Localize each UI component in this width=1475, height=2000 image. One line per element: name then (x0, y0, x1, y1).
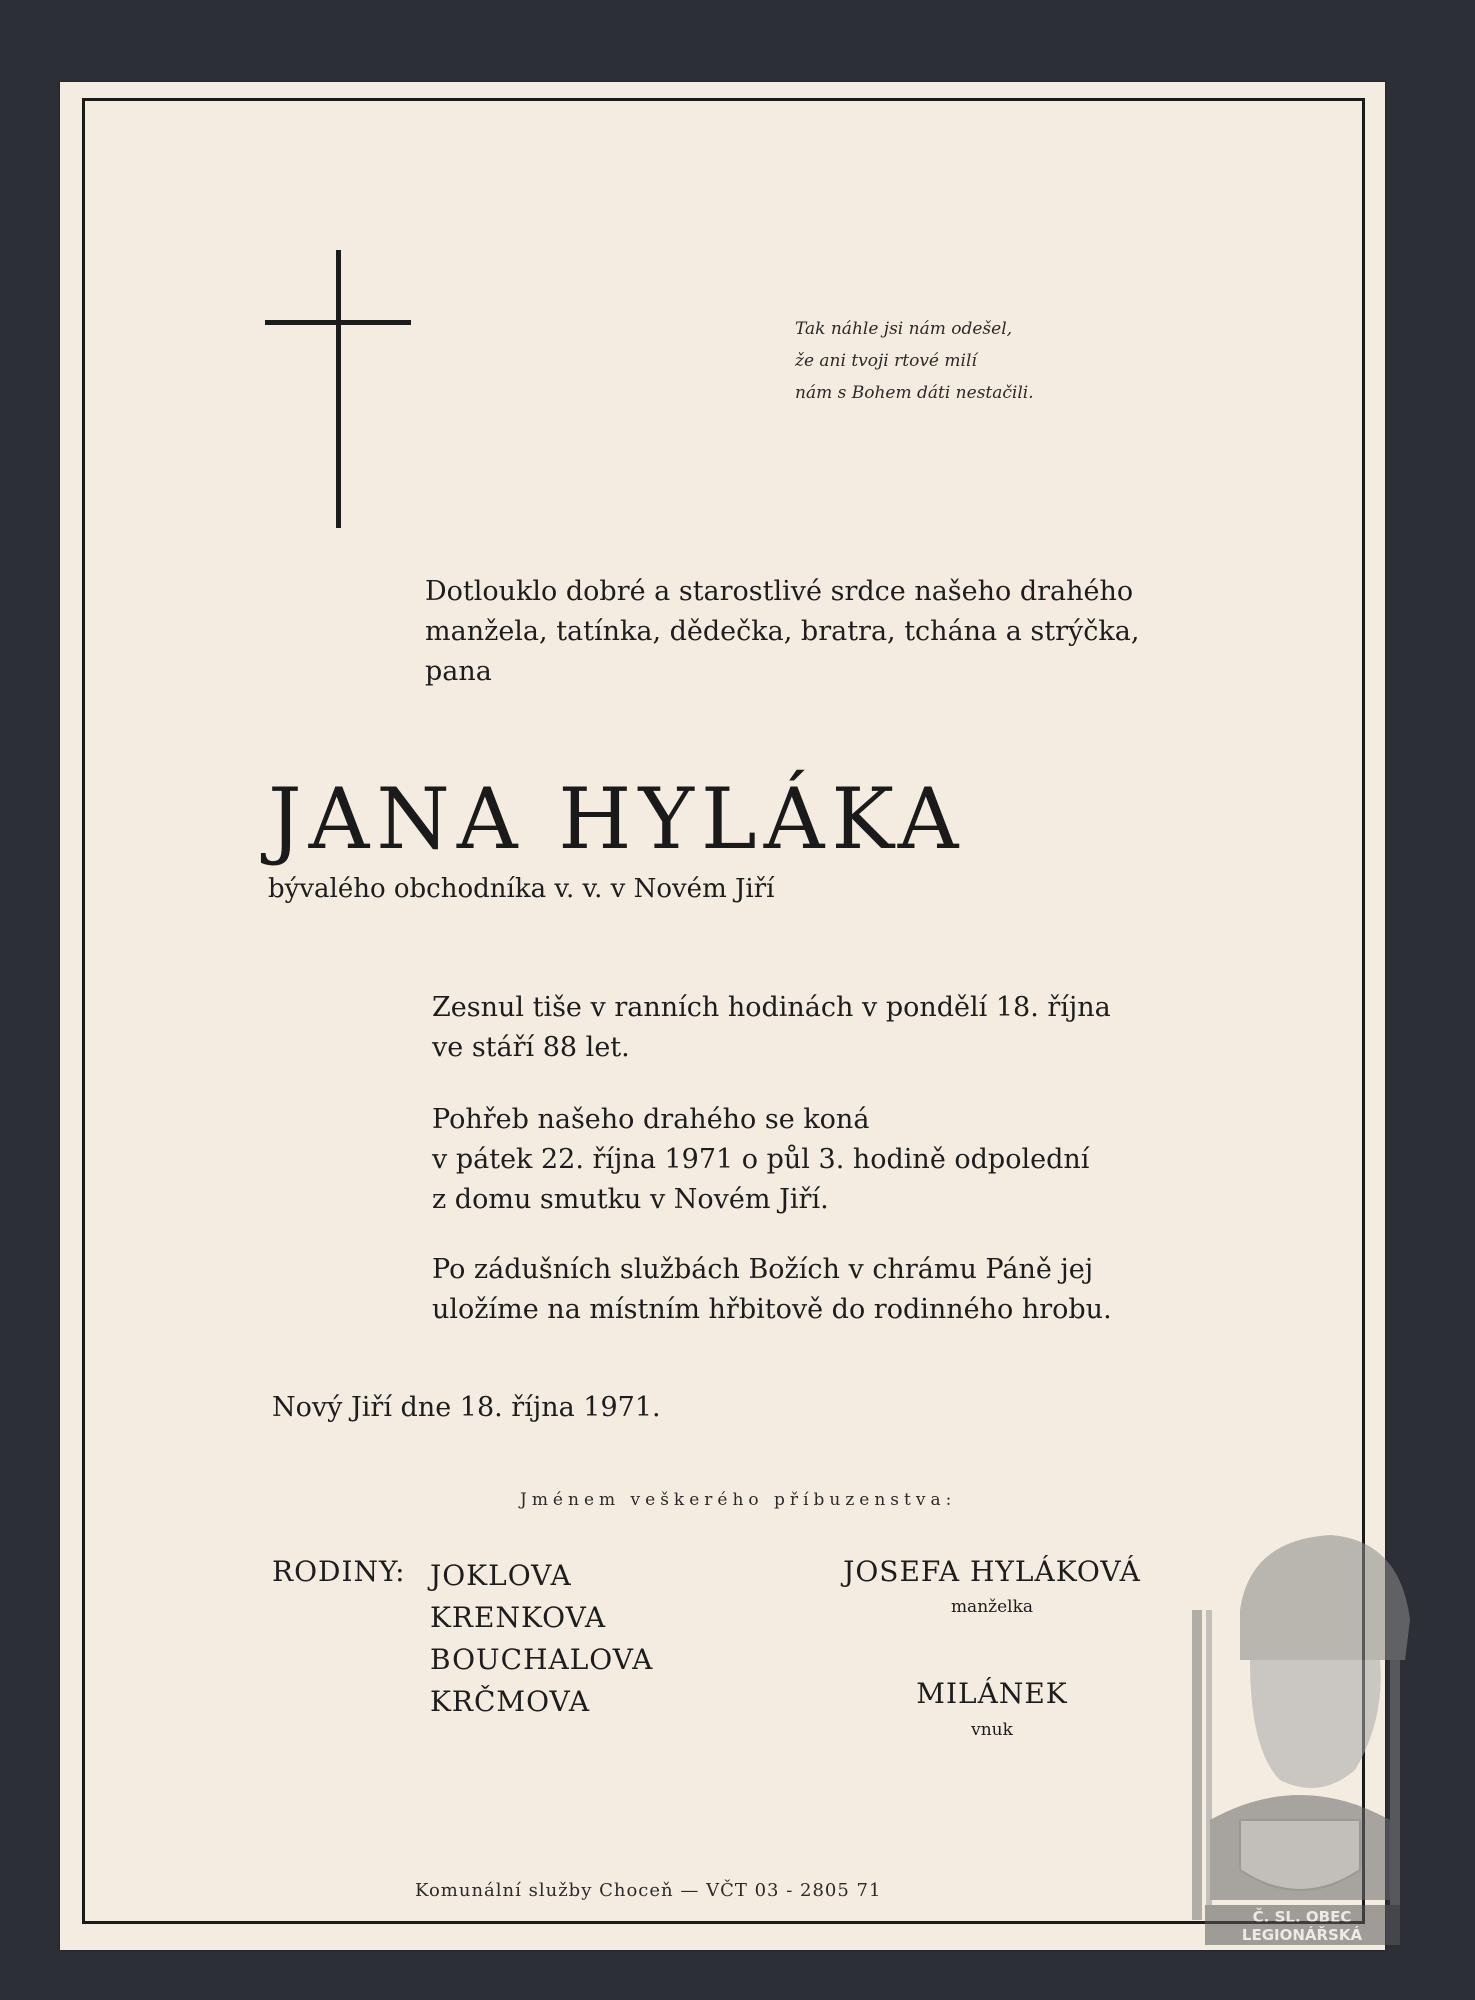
intro-line: manžela, tatínka, dědečka, bratra, tchána a strýčka, (425, 616, 1140, 647)
emblem-fasces-left (1192, 1610, 1202, 1920)
families-list (430, 1555, 653, 1723)
death-line: ve stáří 88 let. (432, 1032, 630, 1063)
family-item: JOKLOVA (430, 1559, 572, 1592)
death-line: Zesnul tiše v ranních hodinách v pondělí 18. října (432, 992, 1111, 1023)
printer-footer: Komunální služby Choceň — VČT 03 - 2805 71 (415, 1880, 882, 1901)
death-paragraph (432, 988, 1111, 1068)
poem-line: nám s Bohem dáti nestačili. (795, 383, 1034, 403)
cross-icon-bar (265, 320, 411, 325)
funeral-paragraph (432, 1100, 1089, 1220)
poem-line: že ani tvoji rtové milí (795, 351, 977, 371)
grandson-role: vnuk (971, 1720, 1013, 1740)
family-item: KRENKOVA (430, 1601, 607, 1634)
emblem-face (1250, 1660, 1381, 1788)
occupation: bývalého obchodníka v. v. v Novém Jiří (268, 874, 775, 904)
family-item: KRČMOVA (430, 1685, 591, 1718)
intro-line: Dotlouklo dobré a starostlivé srdce našeho drahého (425, 576, 1134, 607)
emblem-shield-icon (1240, 1820, 1360, 1890)
burial-paragraph (432, 1250, 1112, 1330)
burial-line: uložíme na místním hřbitově do rodinného hrobu. (432, 1294, 1112, 1325)
funeral-line: v pátek 22. října 1971 o půl 3. hodině odpolední (432, 1144, 1090, 1175)
families-label: RODINY: (272, 1555, 406, 1588)
cross-icon (336, 250, 341, 528)
burial-line: Po zádušních službách Božích v chrámu Páně jej (432, 1254, 1094, 1285)
poem (795, 313, 1034, 409)
intro-line: pana (425, 656, 492, 687)
intro-paragraph (425, 572, 1139, 692)
funeral-line: Pohřeb našeho drahého se koná (432, 1104, 870, 1135)
wife-name: JOSEFA HYLÁKOVÁ (843, 1555, 1141, 1588)
on-behalf-heading: Jménem veškerého příbuzenstva: (520, 1490, 957, 1510)
grandson-name: MILÁNEK (916, 1677, 1068, 1710)
poem-line: Tak náhle jsi nám odešel, (795, 319, 1013, 339)
emblem-helmet (1240, 1535, 1410, 1660)
legion-emblem-watermark (1180, 1520, 1420, 1950)
place-date: Nový Jiří dne 18. října 1971. (272, 1392, 661, 1423)
emblem-text-bottom: LEGIONÁŘSKÁ (1241, 1926, 1363, 1944)
deceased-name: JANA HYLÁKA (268, 770, 966, 868)
funeral-line: z domu smutku v Novém Jiří. (432, 1184, 829, 1215)
family-item: BOUCHALOVA (430, 1643, 654, 1676)
emblem-text-top: Č. SL. OBEC (1252, 1908, 1352, 1926)
wife-role: manželka (950, 1597, 1034, 1617)
